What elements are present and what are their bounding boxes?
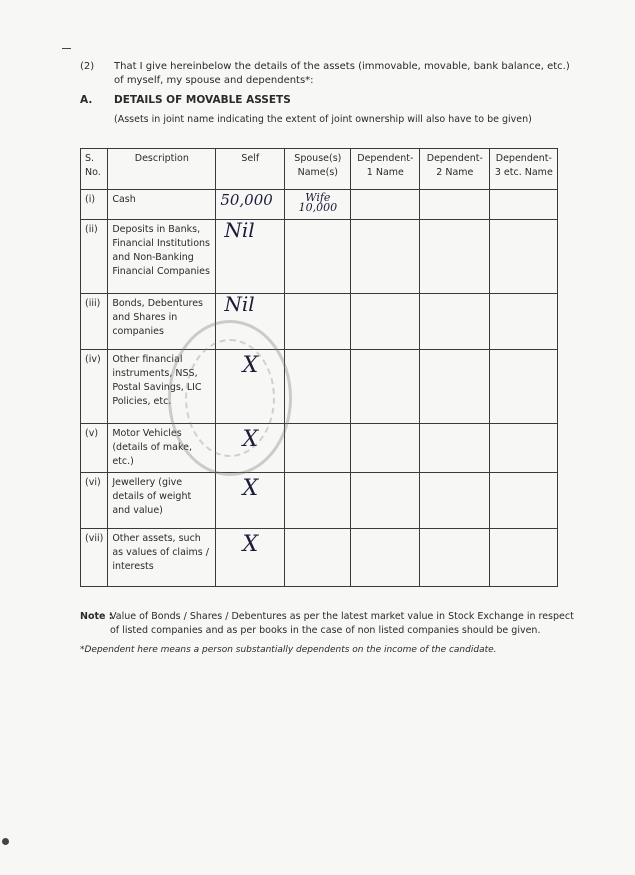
row-description: Deposits in Banks, Financial Institutions and Non-Banking Financial Companies <box>108 220 216 294</box>
section-title: DETAILS OF MOVABLE ASSETS <box>114 94 291 106</box>
row-sno: (iii) <box>81 294 108 350</box>
header-spouse: Spouse(s) Name(s) <box>285 149 351 190</box>
handwritten-self-value: X <box>242 353 259 378</box>
row-self <box>216 424 285 473</box>
row-dependent-1 <box>351 529 420 587</box>
row-self <box>216 473 285 529</box>
row-description: Bonds, Debentures and Shares in companies <box>108 294 216 350</box>
row-dependent-3 <box>490 529 558 587</box>
row-sno: (vii) <box>81 529 108 587</box>
scan-mark <box>62 48 71 49</box>
row-dependent-1 <box>351 473 420 529</box>
table-row <box>81 424 558 473</box>
row-sno: (vi) <box>81 473 108 529</box>
row-sno: (i) <box>81 190 108 220</box>
row-dependent-2 <box>420 473 490 529</box>
row-spouse <box>285 473 351 529</box>
handwritten-self-value: 50,000 <box>220 191 273 209</box>
row-dependent-2 <box>420 220 490 294</box>
table-row <box>81 529 558 587</box>
row-description: Cash <box>108 190 216 220</box>
row-dependent-3 <box>490 294 558 350</box>
section-subtitle: (Assets in joint name indicating the extent of joint ownership will also have to be given) <box>114 114 532 125</box>
note-paragraph <box>80 610 580 638</box>
row-spouse <box>285 350 351 424</box>
scan-speck <box>2 838 9 845</box>
handwritten-self-value: Nil <box>224 218 255 242</box>
note-text: Value of Bonds / Shares / Debentures as per the latest market value in Stock Exchange in respect of listed companies and as per books in the case of non listed companies should be given. <box>110 611 574 636</box>
row-dependent-2 <box>420 294 490 350</box>
row-description: Motor Vehicles (details of make, etc.) <box>108 424 216 473</box>
header-dependent-2: Dependent-2 Name <box>420 149 490 190</box>
handwritten-self-value: X <box>242 532 259 557</box>
row-spouse <box>285 220 351 294</box>
section-letter: A. <box>80 94 93 106</box>
intro-text: That I give hereinbelow the details of the assets (immovable, movable, bank balance, etc.) of myself, my spouse and dependents*: <box>114 61 570 86</box>
row-dependent-1 <box>351 220 420 294</box>
table-row <box>81 220 558 294</box>
table-row <box>81 350 558 424</box>
header-dependent-3: Dependent-3 etc. Name <box>490 149 558 190</box>
row-description: Other financial instruments, NSS, Postal Savings, LIC Policies, etc. <box>108 350 216 424</box>
movable-assets-table <box>80 148 558 587</box>
row-spouse <box>285 294 351 350</box>
row-description: Jewellery (give details of weight and value) <box>108 473 216 529</box>
table-row <box>81 294 558 350</box>
section-heading <box>80 94 291 106</box>
handwritten-spouse-amount: 10,000 <box>298 201 338 214</box>
table-row <box>81 473 558 529</box>
header-sno: S. No. <box>81 149 108 190</box>
intro-number: (2) <box>80 61 95 72</box>
row-dependent-1 <box>351 294 420 350</box>
row-sno: (iv) <box>81 350 108 424</box>
row-dependent-2 <box>420 529 490 587</box>
row-sno: (v) <box>81 424 108 473</box>
row-self <box>216 220 285 294</box>
row-dependent-2 <box>420 350 490 424</box>
row-dependent-3 <box>490 350 558 424</box>
table-header-row <box>81 149 558 190</box>
row-spouse <box>285 424 351 473</box>
handwritten-self-value: X <box>242 476 259 501</box>
row-spouse <box>285 190 351 220</box>
header-description: Description <box>108 149 216 190</box>
row-spouse <box>285 529 351 587</box>
row-self <box>216 190 285 220</box>
row-self <box>216 294 285 350</box>
note-label: Note : <box>80 611 113 622</box>
row-dependent-1 <box>351 424 420 473</box>
row-dependent-2 <box>420 424 490 473</box>
row-description: Other assets, such as values of claims / interests <box>108 529 216 587</box>
row-dependent-2 <box>420 190 490 220</box>
row-dependent-1 <box>351 350 420 424</box>
row-self <box>216 350 285 424</box>
row-sno: (ii) <box>81 220 108 294</box>
handwritten-spouse-name: Wife <box>305 191 331 204</box>
row-dependent-3 <box>490 424 558 473</box>
intro-paragraph <box>80 60 570 88</box>
row-dependent-3 <box>490 473 558 529</box>
row-dependent-3 <box>490 190 558 220</box>
header-dependent-1: Dependent-1 Name <box>351 149 420 190</box>
handwritten-self-value: Nil <box>224 292 255 316</box>
table-row <box>81 190 558 220</box>
row-dependent-1 <box>351 190 420 220</box>
row-dependent-3 <box>490 220 558 294</box>
dependent-footnote: *Dependent here means a person substantially dependents on the income of the candidate. <box>80 645 497 655</box>
header-self: Self <box>216 149 285 190</box>
handwritten-self-value: X <box>242 427 259 452</box>
row-self <box>216 529 285 587</box>
